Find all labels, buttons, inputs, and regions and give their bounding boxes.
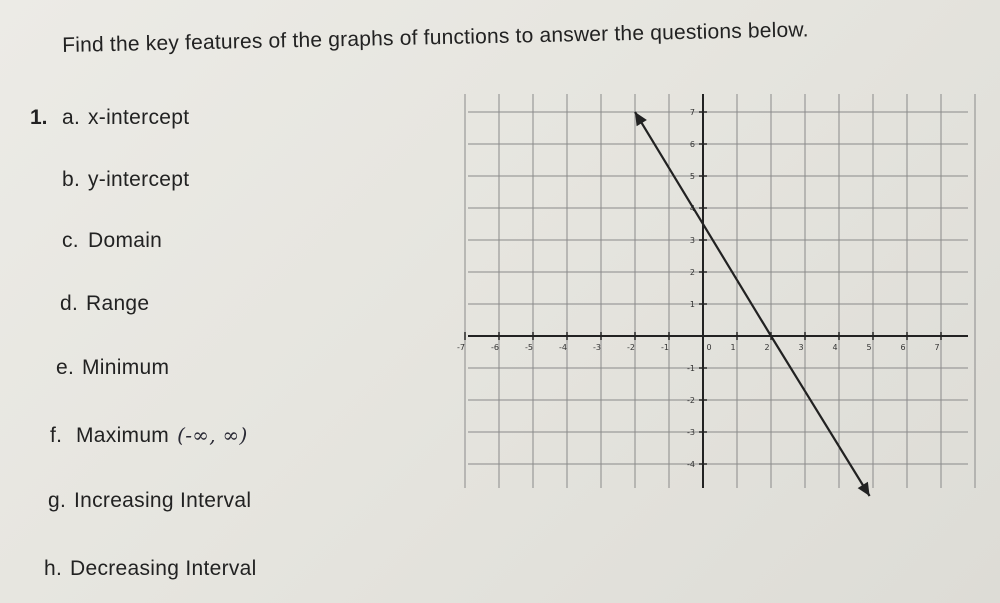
part-label: Domain [88,229,163,252]
x-tick-label: -3 [593,343,601,352]
part-letter: d. [60,292,79,315]
arrowhead-end [858,482,870,496]
y-tick-label: 5 [689,172,695,181]
x-tick-label: 1 [730,343,736,352]
y-tick-label: -2 [687,396,695,405]
y-tick-label: 3 [689,236,695,245]
x-tick-label: -2 [627,343,635,352]
x-tick-label: -1 [661,343,669,352]
x-tick-label: 2 [764,343,770,352]
arrowhead-start [635,112,647,126]
x-tick-label: 0 [706,343,712,352]
part-label: Maximum [76,424,170,447]
part-letter: e. [56,356,75,379]
part-label: Decreasing Interval [70,557,257,580]
question-number: 1. [30,106,48,129]
part-label: Increasing Interval [74,489,252,512]
part-letter: f. [50,424,63,447]
part-letter: h. [44,557,63,580]
x-tick-label: 4 [832,343,838,352]
y-tick-label: 2 [689,268,695,277]
y-tick-label: -1 [687,364,695,373]
x-tick-label: 7 [934,343,940,352]
part-b [62,168,189,192]
x-tick-label: 3 [798,343,804,352]
part-letter: c. [62,229,79,252]
instructions-text: Find the key features of the graphs of functions to answer the questions below. [62,18,809,57]
part-letter: a. [62,106,81,129]
x-tick-label: -7 [457,343,465,352]
part-h [44,557,257,581]
y-tick-label: -3 [687,428,695,437]
part-f [50,423,248,448]
handwritten-answer: (-∞, ∞) [177,423,248,447]
part-label: Range [86,292,150,315]
coordinate-graph [457,88,980,498]
y-tick-label: 6 [689,140,695,149]
x-tick-label: -5 [525,343,533,352]
part-letter: b. [62,168,81,191]
part-g [48,489,251,513]
x-tick-label: -6 [491,343,499,352]
part-label: y-intercept [88,168,190,191]
part-label: Minimum [82,356,170,379]
y-tick-label: 1 [689,300,695,309]
part-label: x-intercept [88,106,190,129]
part-d [60,292,149,316]
x-tick-label: -4 [559,343,567,352]
y-tick-label: 4 [689,204,695,213]
part-letter: g. [48,489,67,512]
part-e [56,356,169,380]
graph-svg [457,88,980,498]
y-tick-label: -4 [687,460,695,469]
x-tick-label: 5 [866,343,872,352]
part-c [62,229,162,253]
part-a [62,106,189,130]
x-tick-label: 6 [900,343,906,352]
y-tick-label: 7 [689,108,695,117]
